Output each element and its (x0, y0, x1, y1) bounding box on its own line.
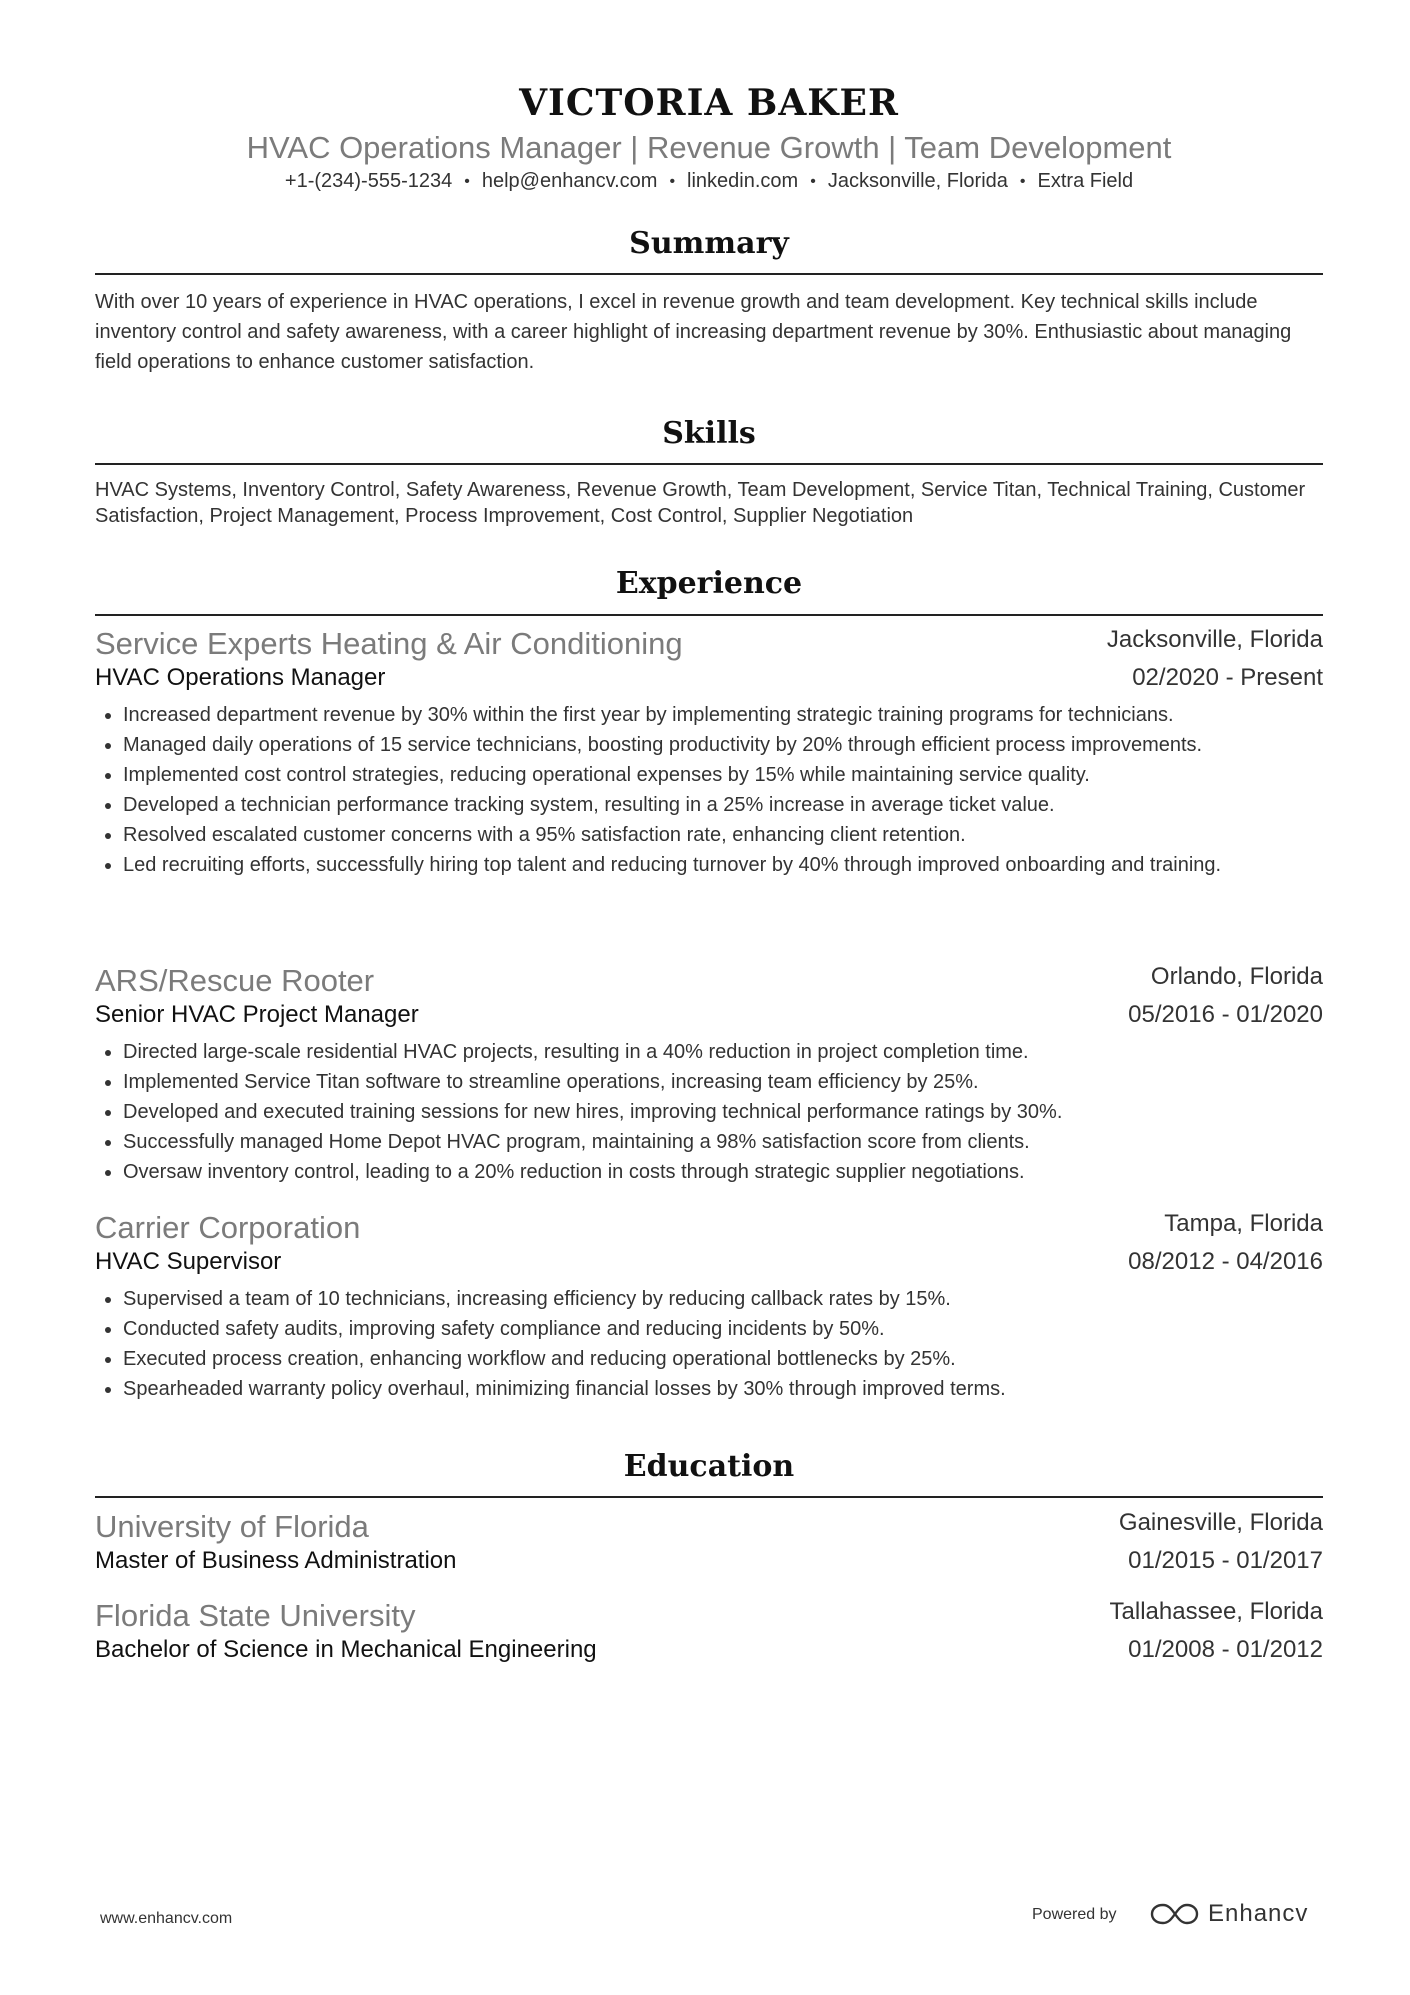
company-name: ARS/Rescue Rooter (95, 963, 375, 998)
company-name: Service Experts Heating & Air Conditioning (95, 626, 683, 661)
company-name: Carrier Corporation (95, 1210, 361, 1245)
job-dates: 08/2012 - 04/2016 (1128, 1248, 1323, 1275)
bullet-icon (105, 1327, 111, 1333)
bullet-icon (105, 1170, 111, 1176)
summary-text: With over 10 years of experience in HVAC operations, I excel in revenue growth and team development. Key technical skills include inventory control and safety awareness, with a career highlight of increasing department revenue by 30%. Enthusiastic about managing field operations to enhance customer satisfaction. (95, 291, 1292, 373)
bullet-icon (105, 1357, 111, 1363)
bullet-icon (105, 1110, 111, 1116)
list-item: Successfully managed Home Depot HVAC program, maintaining a 98% satisfaction score from clients. (95, 1127, 1323, 1157)
list-item: Spearheaded warranty policy overhaul, minimizing financial losses by 30% through improved terms. (95, 1374, 1323, 1404)
footer-website-link[interactable]: www.enhancv.com (100, 1910, 233, 1927)
list-item: Increased department revenue by 30% within the first year by implementing strategic training programs for technicians. (95, 700, 1323, 730)
bullet-icon (105, 743, 111, 749)
enhancv-logo-icon (1150, 1900, 1200, 1928)
bullet-separator: • (464, 173, 470, 190)
education-dates: 01/2008 - 01/2012 (1128, 1636, 1323, 1663)
job-dates: 05/2016 - 01/2020 (1128, 1001, 1323, 1028)
enhancv-logo[interactable] (1150, 1896, 1310, 1932)
job-location: Jacksonville, Florida (1106, 626, 1323, 653)
bullet-icon (105, 803, 111, 809)
list-item: Implemented Service Titan software to streamline operations, increasing team efficiency by 25%. (95, 1067, 1323, 1097)
section-divider (95, 614, 1323, 616)
degree-name: Bachelor of Science in Mechanical Engineering (95, 1636, 597, 1663)
education-dates: 01/2015 - 01/2017 (1128, 1547, 1323, 1574)
list-item: Conducted safety audits, improving safety compliance and reducing incidents by 50%. (95, 1314, 1323, 1344)
job-bullets (95, 1037, 1323, 1187)
skills-list: HVAC Systems, Inventory Control, Safety Awareness, Revenue Growth, Team Development, Service Titan, Technical Training, Customer Satisfaction, Project Management, Process Improvement, Cost Control, Supplier Negotiation (95, 479, 1306, 527)
skills-heading: Skills (662, 416, 756, 451)
bullet-separator: • (810, 173, 816, 190)
summary-heading: Summary (629, 226, 789, 261)
contact-email: help@enhancv.com (481, 170, 658, 192)
list-item: Developed and executed training sessions for new hires, improving technical performance ratings by 30%. (95, 1097, 1323, 1127)
list-item: Supervised a team of 10 technicians, increasing efficiency by reducing callback rates by 15%. (95, 1284, 1323, 1314)
list-item: Developed a technician performance tracking system, resulting in a 25% increase in average ticket value. (95, 790, 1323, 820)
contact-location: Jacksonville, Florida (827, 170, 1008, 192)
bullet-icon (105, 773, 111, 779)
job-title: HVAC Operations Manager (95, 664, 386, 691)
list-item: Directed large-scale residential HVAC projects, resulting in a 40% reduction in project completion time. (95, 1037, 1323, 1067)
job-location: Orlando, Florida (1150, 963, 1323, 990)
school-location: Gainesville, Florida (1118, 1509, 1323, 1536)
job-dates: 02/2020 - Present (1132, 664, 1323, 691)
school-name: Florida State University (95, 1598, 416, 1633)
bullet-icon (105, 1080, 111, 1086)
candidate-name: VICTORIA BAKER (519, 82, 899, 124)
bullet-icon (105, 713, 111, 719)
list-item: Implemented cost control strategies, reducing operational expenses by 15% while maintaining service quality. (95, 760, 1323, 790)
list-item: Resolved escalated customer concerns with a 95% satisfaction rate, enhancing client retention. (95, 820, 1323, 850)
bullet-icon (105, 1140, 111, 1146)
candidate-headline: HVAC Operations Manager | Revenue Growth | Team Development (246, 130, 1172, 165)
bullet-icon (105, 833, 111, 839)
job-bullets (95, 1284, 1323, 1404)
section-divider (95, 1496, 1323, 1498)
enhancv-logo-text: Enhancv (1208, 1900, 1309, 1927)
school-name: University of Florida (95, 1509, 369, 1544)
contact-extra: Extra Field (1037, 170, 1134, 192)
bullet-icon (105, 1387, 111, 1393)
school-location: Tallahassee, Florida (1109, 1598, 1323, 1625)
bullet-separator: • (669, 173, 676, 190)
contact-info (95, 170, 1323, 193)
job-bullets (95, 700, 1323, 880)
bullet-icon (105, 1050, 111, 1056)
powered-by-label: Powered by (1032, 1906, 1117, 1923)
list-item: Led recruiting efforts, successfully hiring top talent and reducing turnover by 40% through improved onboarding and training. (95, 850, 1323, 880)
list-item: Executed process creation, enhancing workflow and reducing operational bottlenecks by 25%. (95, 1344, 1323, 1374)
bullet-separator: • (1019, 173, 1026, 190)
bullet-icon (105, 1297, 111, 1303)
section-divider (95, 273, 1323, 275)
job-title: Senior HVAC Project Manager (95, 1001, 419, 1028)
list-item: Oversaw inventory control, leading to a 20% reduction in costs through strategic supplier negotiations. (95, 1157, 1323, 1187)
job-title: HVAC Supervisor (95, 1248, 282, 1275)
section-divider (95, 463, 1323, 465)
job-location: Tampa, Florida (1164, 1210, 1323, 1237)
experience-heading: Experience (615, 566, 803, 601)
contact-linkedin: linkedin.com (687, 170, 799, 192)
bullet-icon (105, 863, 111, 869)
contact-phone: +1-(234)-555-1234 (284, 170, 453, 192)
degree-name: Master of Business Administration (95, 1547, 457, 1574)
education-heading: Education (623, 1449, 795, 1484)
list-item: Managed daily operations of 15 service technicians, boosting productivity by 20% through efficient process improvements. (95, 730, 1323, 760)
